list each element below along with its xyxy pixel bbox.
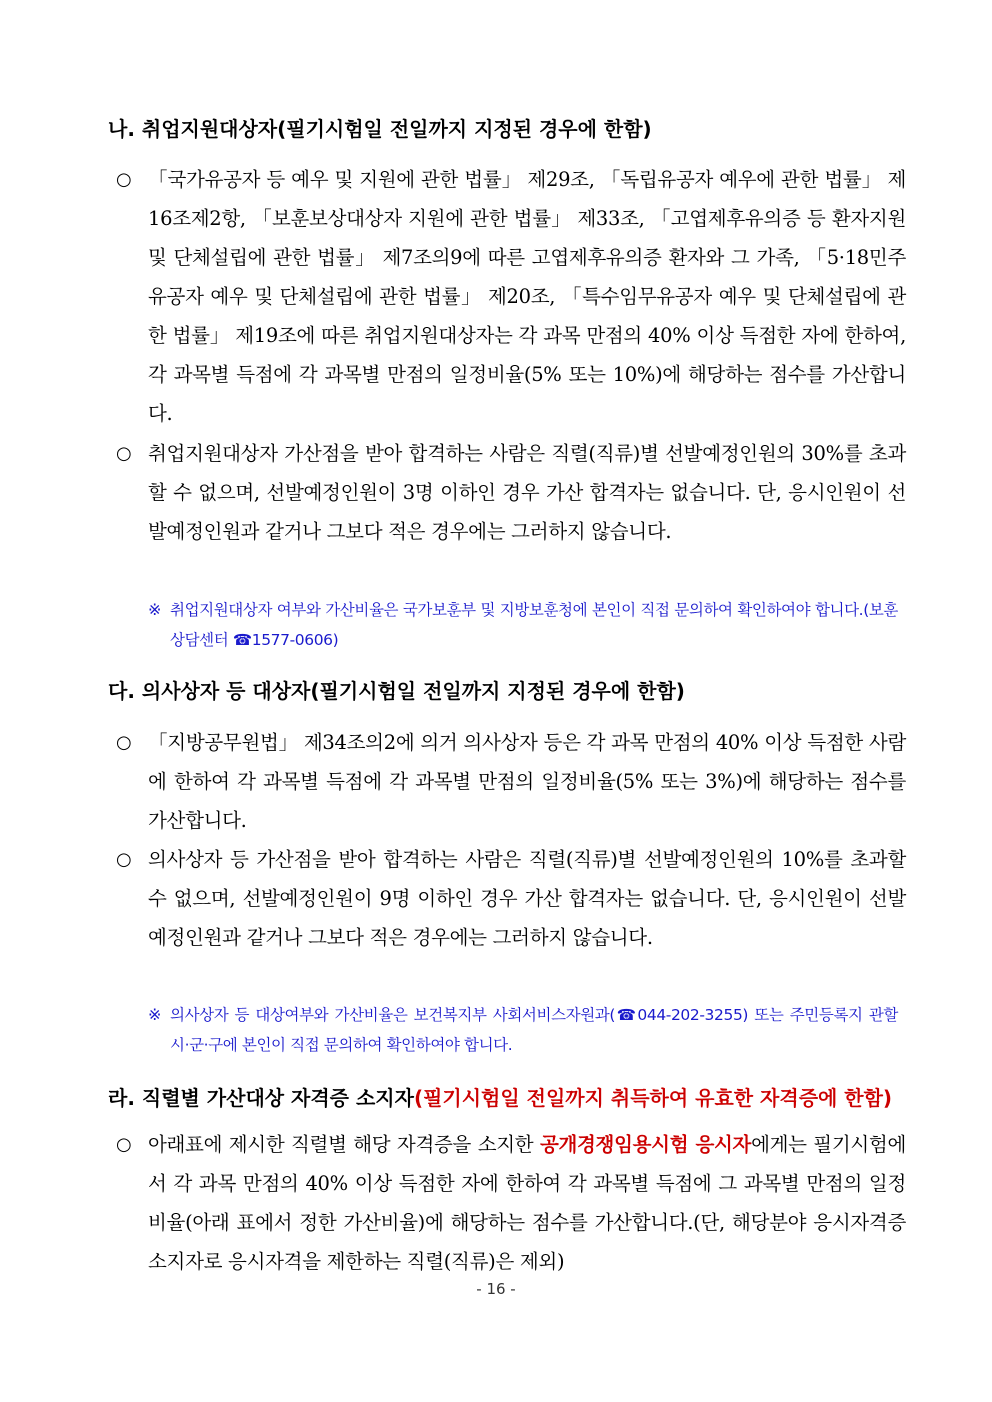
list-item [116, 160, 906, 433]
list-item [116, 1125, 906, 1281]
reference-mark-icon: ※ [148, 1005, 162, 1024]
list-item [116, 434, 906, 551]
bullet-circle-icon: ○ [116, 1134, 132, 1155]
heading-condition: (필기시험일 전일까지 취득하여 유효한 자격증에 한함) [413, 1086, 893, 1110]
list-item [116, 840, 906, 957]
note-text: 취업지원대상자 여부와 가산비율은 국가보훈부 및 지방보훈청에 본인이 직접 문의하여 확인하여야 합니다.(보훈상담센터 ☎1577-0606) [170, 601, 898, 649]
item-text-before: 아래표에 제시한 직렬별 해당 자격증을 소지한 [148, 1133, 540, 1156]
heading-main: 라. 직렬별 가산대상 자격증 소지자 [108, 1086, 414, 1110]
note [148, 595, 898, 655]
note-text: 의사상자 등 대상여부와 가산비율은 보건복지부 사회서비스자원과(☎044-202-3255) 또는 주민등록지 관할 시·군·구에 본인이 직접 문의하여 확인하여야 합니다. [170, 1006, 898, 1054]
bullet-circle-icon: ○ [116, 169, 132, 190]
bullet-circle-icon: ○ [116, 443, 132, 464]
item-text: 취업지원대상자 가산점을 받아 합격하는 사람은 직렬(직류)별 선발예정인원의 30%를 초과할 수 없으며, 선발예정인원이 3명 이하인 경우 가산 합격자는 없습니다. 단, 응시인원이 선발예정인원과 같거나 그보다 적은 경우에는 그러하지 않습니다. [148, 442, 906, 543]
reference-mark-icon: ※ [148, 600, 162, 619]
item-text-emphasis: 공개경쟁임용시험 응시자 [539, 1133, 752, 1156]
item-text: 「지방공무원법」 제34조의2에 의거 의사상자 등은 각 과목 만점의 40% 이상 득점한 사람에 한하여 각 과목별 득점에 각 과목별 만점의 일정비율(5% 또는 3%)에 해당하는 점수를 가산합니다. [148, 731, 906, 832]
item-text: 의사상자 등 가산점을 받아 합격하는 사람은 직렬(직류)별 선발예정인원의 10%를 초과할 수 없으며, 선발예정인원이 9명 이하인 경우 가산 합격자는 없습니다. 단, 응시인원이 선발예정인원과 같거나 그보다 적은 경우에는 그러하지 않습니다. [148, 848, 906, 949]
page-number: - 16 - [476, 1280, 516, 1298]
list-item [116, 723, 906, 840]
bullet-circle-icon: ○ [116, 849, 132, 870]
item-text-after: 에게는 필기시험에서 각 과목 만점의 40% 이상 득점한 자에 한하여 각 과목별 득점에 그 과목별 만점의 일정비율(아래 표에서 정한 가산비율)에 해당하는 점수를 가산합니다.(단, 해당분야 응시자격증 소지자로 응시자격을 제한하는 직렬(직류)은 제외) [148, 1133, 906, 1273]
item-text: 「국가유공자 등 예우 및 지원에 관한 법률」 제29조, 「독립유공자 예우에 관한 법률」 제16조제2항, 「보훈보상대상자 지원에 관한 법률」 제33조, 「고엽제후유의증 등 환자지원 및 단체설립에 관한 법률」 제7조의9에 따른 고엽제후유의증 환자와 그 가족, 「5·18민주유공자 예우 및 단체설립에 관한 법률」 제20조, 「특수임무유공자 예우 및 단체설립에 관한 법률」 제19조에 따른 취업지원대상자는 각 과목 만점의 40% 이상 득점한 자에 한하여, 각 과목별 득점에 각 과목별 만점의 일정비율(5% 또는 10%)에 해당하는 점수를 가산합니다. [148, 168, 906, 425]
section-heading-da: 다. 의사상자 등 대상자(필기시험일 전일까지 지정된 경우에 한함) [108, 679, 685, 703]
item-text [148, 1125, 906, 1281]
section-heading-ra [108, 1083, 908, 1113]
bullet-circle-icon: ○ [116, 732, 132, 753]
section-heading-na: 나. 취업지원대상자(필기시험일 전일까지 지정된 경우에 한함) [108, 117, 652, 141]
note [148, 1000, 898, 1060]
